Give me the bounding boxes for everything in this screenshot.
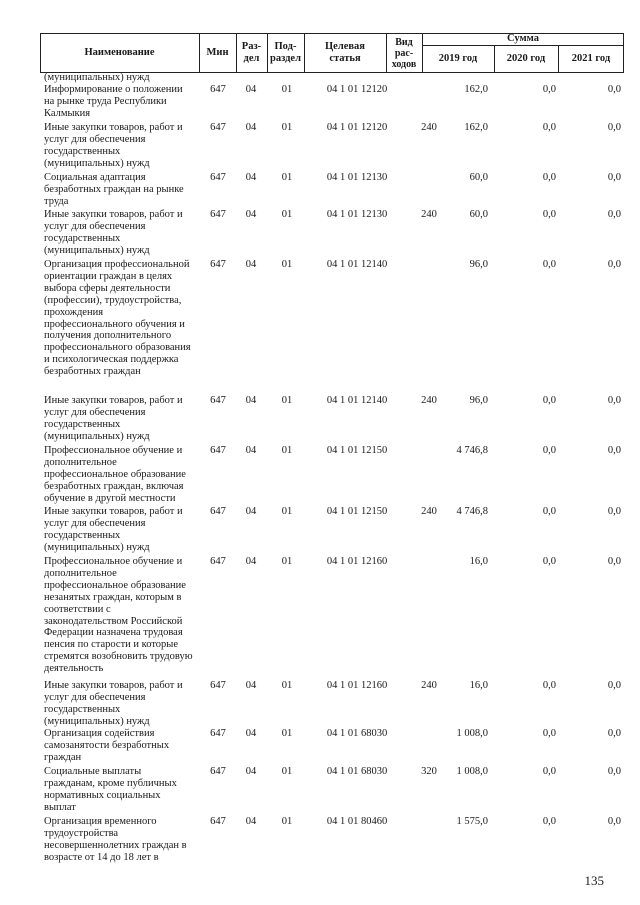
cell-razdel: 04 <box>245 259 257 270</box>
cell-sum-2021: 0,0 <box>607 209 621 220</box>
cell-razdel: 04 <box>245 766 257 777</box>
cell-vid: 240 <box>421 395 437 406</box>
cell-sum-2020: 0,0 <box>542 172 556 183</box>
cell-sum-2020: 0,0 <box>542 506 556 517</box>
cell-name: Иные закупки товаров, работ и услуг для обеспечения государственных (муниципальных) нужд <box>44 506 183 553</box>
cell-sum-2020: 0,0 <box>542 816 556 827</box>
cell-min: 647 <box>210 680 226 691</box>
cell-podrazdel: 01 <box>281 259 293 270</box>
cell-podrazdel: 01 <box>281 395 293 406</box>
page-number: 135 <box>584 873 604 888</box>
cell-min: 647 <box>210 259 226 270</box>
cell-tselevaya: 04 1 01 12140 <box>326 259 388 270</box>
cell-sum-2019: 16,0 <box>469 680 488 691</box>
cell-name: Иные закупки товаров, работ и услуг для обеспечения государственных (муниципальных) нужд <box>44 680 183 727</box>
cell-sum-2019: 1 575,0 <box>456 816 488 827</box>
cell-vid: 240 <box>421 122 437 133</box>
cell-sum-2021: 0,0 <box>607 680 621 691</box>
cell-sum-2019: 60,0 <box>469 209 488 220</box>
cell-min: 647 <box>210 122 226 133</box>
cell-razdel: 04 <box>245 172 257 183</box>
cell-tselevaya: 04 1 01 12130 <box>326 172 388 183</box>
cell-name: Информирование о положении на рынке труда Республики Калмыкия <box>44 84 183 119</box>
cell-min: 647 <box>210 816 226 827</box>
cell-tselevaya: 04 1 01 12150 <box>326 445 388 456</box>
cell-tselevaya: 04 1 01 12160 <box>326 556 388 567</box>
cell-podrazdel: 01 <box>281 172 293 183</box>
cell-name: Профессиональное обучение и дополнительное профессиональное образование безработных граждан, включая обучение в другой местности <box>44 445 186 504</box>
cell-podrazdel: 01 <box>281 209 293 220</box>
col-header-2020: 2020 год <box>506 53 546 64</box>
cell-sum-2020: 0,0 <box>542 556 556 567</box>
cell-name: Иные закупки товаров, работ и услуг для обеспечения государственных (муниципальных) нужд <box>44 395 183 442</box>
table-header <box>40 33 624 73</box>
cell-podrazdel: 01 <box>281 680 293 691</box>
cell-sum-2021: 0,0 <box>607 172 621 183</box>
cell-sum-2020: 0,0 <box>542 766 556 777</box>
cell-sum-2019: 60,0 <box>469 172 488 183</box>
cell-sum-2020: 0,0 <box>542 395 556 406</box>
cell-tselevaya: 04 1 01 68030 <box>326 766 388 777</box>
cell-name: Иные закупки товаров, работ и услуг для обеспечения государственных (муниципальных) нужд <box>44 209 183 256</box>
cell-razdel: 04 <box>245 556 257 567</box>
cell-min: 647 <box>210 556 226 567</box>
cell-razdel: 04 <box>245 506 257 517</box>
cell-vid: 240 <box>421 506 437 517</box>
cell-name: Иные закупки товаров, работ и услуг для обеспечения государственных (муниципальных) нужд <box>44 122 183 169</box>
cell-sum-2021: 0,0 <box>607 84 621 95</box>
cell-podrazdel: 01 <box>281 556 293 567</box>
cell-tselevaya: 04 1 01 12120 <box>326 84 388 95</box>
cell-tselevaya: 04 1 01 68030 <box>326 728 388 739</box>
cell-razdel: 04 <box>245 84 257 95</box>
cell-sum-2021: 0,0 <box>607 816 621 827</box>
cell-sum-2019: 96,0 <box>469 395 488 406</box>
cell-name: (муниципальных) нужд <box>44 72 150 83</box>
cell-vid: 240 <box>421 209 437 220</box>
cell-name: Профессиональное обучение и дополнительное профессиональное образование незанятых граждан, которым в соответствии с законодательством Российской Федерации назначена трудовая пенсия по старости и которые стремятся возобновить трудовую деятельность <box>44 556 193 675</box>
cell-sum-2020: 0,0 <box>542 209 556 220</box>
cell-vid: 240 <box>421 680 437 691</box>
cell-sum-2019: 16,0 <box>469 556 488 567</box>
cell-tselevaya: 04 1 01 12140 <box>326 395 388 406</box>
cell-sum-2020: 0,0 <box>542 445 556 456</box>
cell-sum-2020: 0,0 <box>542 259 556 270</box>
cell-vid: 320 <box>421 766 437 777</box>
cell-min: 647 <box>210 209 226 220</box>
cell-podrazdel: 01 <box>281 122 293 133</box>
cell-sum-2021: 0,0 <box>607 506 621 517</box>
cell-tselevaya: 04 1 01 80460 <box>326 816 388 827</box>
cell-name: Социальная адаптация безработных граждан на рынке труда <box>44 172 184 207</box>
cell-sum-2019: 4 746,8 <box>456 445 488 456</box>
col-header-razdel: Раз- дел <box>241 41 262 64</box>
cell-podrazdel: 01 <box>281 728 293 739</box>
cell-razdel: 04 <box>245 122 257 133</box>
cell-name: Социальные выплаты гражданам, кроме публичных нормативных социальных выплат <box>44 766 177 813</box>
cell-razdel: 04 <box>245 816 257 827</box>
cell-tselevaya: 04 1 01 12160 <box>326 680 388 691</box>
col-header-2021: 2021 год <box>571 53 611 64</box>
cell-podrazdel: 01 <box>281 766 293 777</box>
cell-name: Организация содействия самозанятости безработных граждан <box>44 728 170 763</box>
cell-razdel: 04 <box>245 395 257 406</box>
cell-sum-2019: 162,0 <box>464 122 488 133</box>
cell-tselevaya: 04 1 01 12130 <box>326 209 388 220</box>
cell-razdel: 04 <box>245 209 257 220</box>
cell-name: Организация временного трудоустройства несовершеннолетних граждан в возрасте от 14 до 18 лет в <box>44 816 187 863</box>
col-header-2019: 2019 год <box>438 53 478 64</box>
col-header-summa: Сумма <box>507 33 539 44</box>
col-header-vid: Вид рас- ходов <box>391 36 417 70</box>
cell-sum-2021: 0,0 <box>607 728 621 739</box>
cell-min: 647 <box>210 172 226 183</box>
cell-min: 647 <box>210 395 226 406</box>
cell-sum-2020: 0,0 <box>542 84 556 95</box>
cell-razdel: 04 <box>245 728 257 739</box>
cell-sum-2021: 0,0 <box>607 445 621 456</box>
cell-sum-2020: 0,0 <box>542 122 556 133</box>
cell-sum-2021: 0,0 <box>607 395 621 406</box>
cell-sum-2019: 162,0 <box>464 84 488 95</box>
cell-razdel: 04 <box>245 680 257 691</box>
cell-podrazdel: 01 <box>281 506 293 517</box>
col-header-tselevaya: Целевая статья <box>325 41 365 64</box>
cell-sum-2019: 1 008,0 <box>456 766 488 777</box>
cell-min: 647 <box>210 728 226 739</box>
cell-razdel: 04 <box>245 445 257 456</box>
cell-podrazdel: 01 <box>281 445 293 456</box>
cell-tselevaya: 04 1 01 12150 <box>326 506 388 517</box>
cell-podrazdel: 01 <box>281 84 293 95</box>
col-header-name: Наименование <box>84 47 155 58</box>
cell-sum-2021: 0,0 <box>607 122 621 133</box>
cell-min: 647 <box>210 445 226 456</box>
cell-min: 647 <box>210 84 226 95</box>
cell-sum-2021: 0,0 <box>607 766 621 777</box>
cell-min: 647 <box>210 506 226 517</box>
cell-sum-2021: 0,0 <box>607 556 621 567</box>
cell-sum-2021: 0,0 <box>607 259 621 270</box>
col-header-min: Мин <box>206 47 229 58</box>
cell-name: Организация профессиональной ориентации граждан в целях выбора сферы деятельности (профессии), трудоустройства, прохождения профессионального обучения и получения дополнительного профессионального образования и психологическая поддержка безработных граждан <box>44 259 191 378</box>
cell-min: 647 <box>210 766 226 777</box>
cell-sum-2019: 1 008,0 <box>456 728 488 739</box>
cell-sum-2019: 4 746,8 <box>456 506 488 517</box>
cell-sum-2020: 0,0 <box>542 680 556 691</box>
cell-tselevaya: 04 1 01 12120 <box>326 122 388 133</box>
cell-sum-2019: 96,0 <box>469 259 488 270</box>
cell-sum-2020: 0,0 <box>542 728 556 739</box>
cell-podrazdel: 01 <box>281 816 293 827</box>
col-header-podrazdel: Под- раздел <box>270 41 301 64</box>
